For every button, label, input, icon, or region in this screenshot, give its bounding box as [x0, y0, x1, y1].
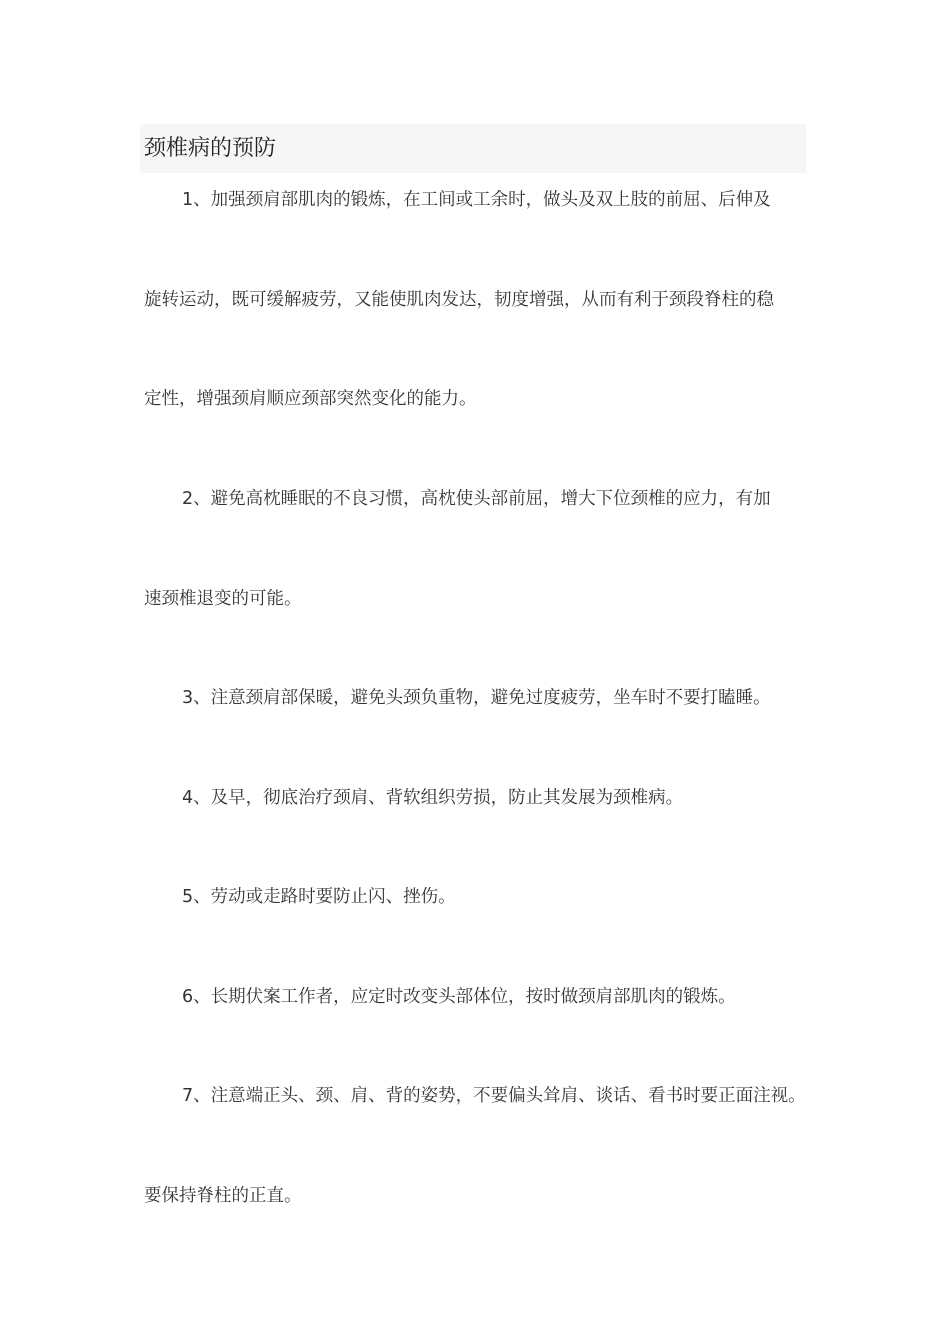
paragraph-3: 3、注意颈肩部保暖，避免头颈负重物，避免过度疲劳，坐车时不要打瞌睡。 — [182, 688, 771, 708]
paragraph-1-line-3: 定性，增强颈肩顺应颈部突然变化的能力。 — [144, 389, 477, 409]
page-title: 颈椎病的预防 — [144, 136, 277, 161]
paragraph-7-line-2: 要保持脊柱的正直。 — [144, 1186, 302, 1206]
title-bar — [140, 124, 806, 173]
paragraph-5: 5、劳动或走路时要防止闪、挫伤。 — [182, 887, 456, 907]
paragraph-2-line-2: 速颈椎退变的可能。 — [144, 589, 302, 609]
paragraph-6: 6、长期伏案工作者，应定时改变头部体位，按时做颈肩部肌肉的锻炼。 — [182, 987, 736, 1007]
paragraph-1-line-1: 1、加强颈肩部肌肉的锻炼，在工间或工余时，做头及双上肢的前屈、后伸及 — [182, 190, 771, 210]
paragraph-1-line-2: 旋转运动，既可缓解疲劳，又能使肌肉发达，韧度增强，从而有利于颈段脊柱的稳 — [144, 290, 774, 310]
paragraph-7-line-1: 7、注意端正头、颈、肩、背的姿势，不要偏头耸肩、谈话、看书时要正面注视。 — [182, 1086, 806, 1106]
paragraph-2-line-1: 2、避免高枕睡眠的不良习惯，高枕使头部前屈，增大下位颈椎的应力，有加 — [182, 489, 771, 509]
paragraph-4: 4、及早，彻底治疗颈肩、背软组织劳损，防止其发展为颈椎病。 — [182, 788, 684, 808]
